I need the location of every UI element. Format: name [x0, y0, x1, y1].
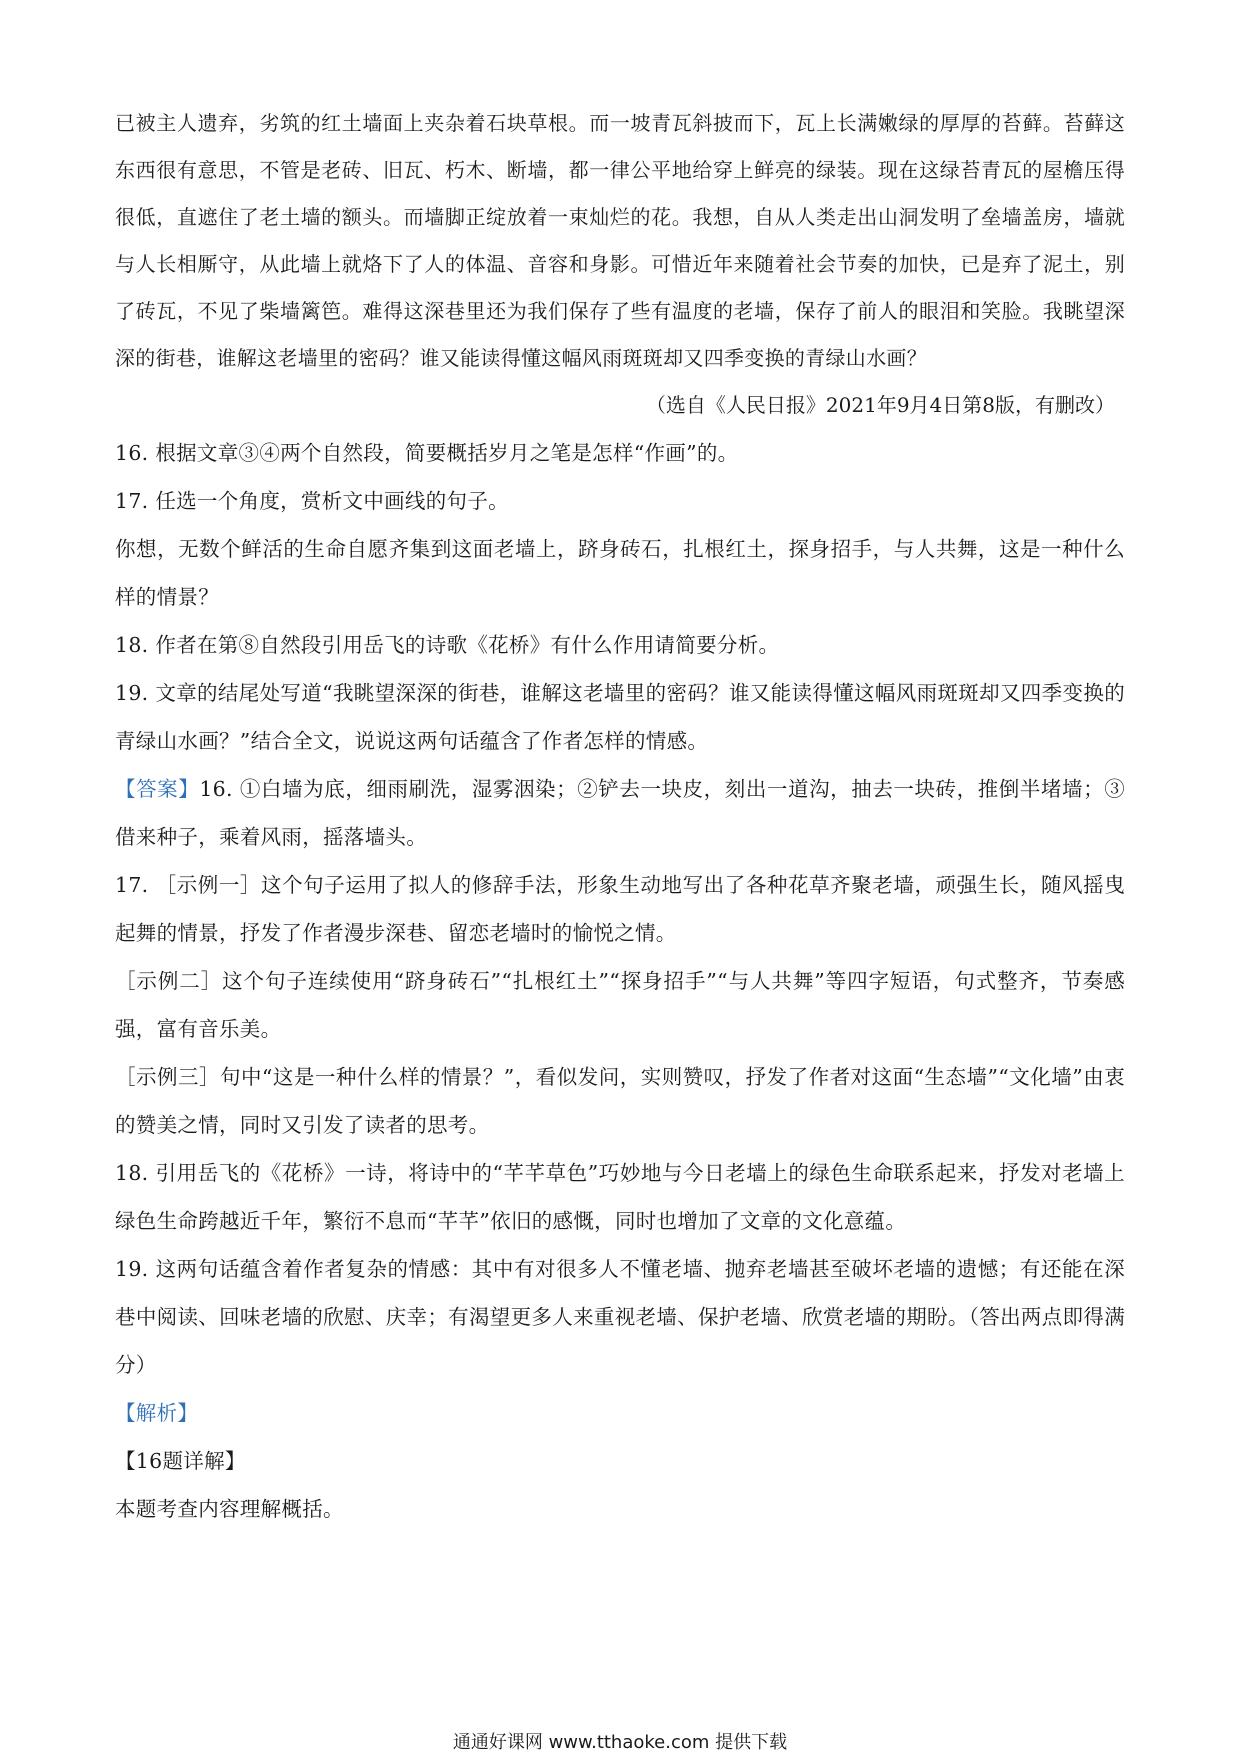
answer-16-text: 16. ①白墙为底，细雨刷洗，湿雾洇染；②铲去一块皮，刻出一道沟，抽去一块砖，推倒半堵墙；③借来种子，乘着风雨，摇落墙头。	[115, 777, 1125, 849]
answer-17-example-1: 17. ［示例一］这个句子运用了拟人的修辞手法，形象生动地写出了各种花草齐聚老墙，顽强生长，随风摇曳起舞的情景，抒发了作者漫步深巷、留恋老墙时的愉悦之情。	[115, 873, 1125, 945]
answer-18: 18. 引用岳飞的《花桥》一诗，将诗中的“芊芊草色”巧妙地与今日老墙上的绿色生命联系起来，抒发对老墙上绿色生命跨越近千年，繁衍不息而“芊芊”依旧的感慨，同时也增加了文章的文化意蕴。	[115, 1161, 1125, 1233]
question-18: 18. 作者在第⑧自然段引用岳飞的诗歌《花桥》有什么作用请简要分析。	[115, 633, 780, 657]
answer-17-example-2: ［示例二］这个句子连续使用“跻身砖石”“扎根红土”“探身招手”“与人共舞”等四字短语，句式整齐，节奏感强，富有音乐美。	[115, 969, 1125, 1041]
passage-paragraph: 已被主人遗弃，劣筑的红土墙面上夹杂着石块草根。而一坡青瓦斜披而下，瓦上长满嫩绿的厚厚的苔藓。苔藓这东西很有意思，不管是老砖、旧瓦、朽木、断墙，都一律公平地给穿上鲜亮的绿装。现在这绿苔青瓦的屋檐压得很低，直遮住了老土墙的额头。而墙脚正绽放着一束灿烂的花。我想，自从人类走出山洞发明了垒墙盖房，墙就与人长相厮守，从此墙上就烙下了人的体温、音容和身影。可惜近年来随着社会节奏的加快，已是弃了泥土，别了砖瓦，不见了柴墙篱笆。难得这深巷里还为我们保存了些有温度的老墙，保存了前人的眼泪和笑脸。我眺望深深的街巷，谁解这老墙里的密码？谁又能读得懂这幅风雨斑斑却又四季变换的青绿山水画？	[115, 111, 1125, 370]
source-citation: （选自《人民日报》2021年9月4日第8版，有删改）	[645, 393, 1115, 417]
analysis-tag: 【解析】	[115, 1401, 199, 1425]
footer-credit: 通通好课网 www.tthaoke.com 提供下载	[452, 1732, 788, 1753]
document-content	[115, 100, 1125, 1533]
answer-17-example-3: ［示例三］句中“这是一种什么样的情景？”，看似发问，实则赞叹，抒发了作者对这面“生态墙”“文化墙”由衷的赞美之情，同时又引发了读者的思考。	[115, 1065, 1125, 1137]
answer-16	[115, 765, 1125, 861]
question-16: 16. 根据文章③④两个自然段，简要概括岁月之笔是怎样“作画”的。	[115, 441, 739, 465]
answer-19: 19. 这两句话蕴含着作者复杂的情感：其中有对很多人不懂老墙、抛弃老墙甚至破坏老墙的遗憾；有还能在深巷中阅读、回味老墙的欣慰、庆幸；有渴望更多人来重视老墙、保护老墙、欣赏老墙的期盼。（答出两点即得满分）	[115, 1257, 1125, 1377]
answer-tag: 【答案】	[115, 777, 200, 801]
analysis-16-title: 【16题详解】	[115, 1449, 246, 1473]
question-17: 17. 任选一个角度，赏析文中画线的句子。	[115, 489, 509, 513]
analysis-16-text: 本题考查内容理解概括。	[115, 1497, 344, 1521]
question-19: 19. 文章的结尾处写道“我眺望深深的街巷，谁解这老墙里的密码？谁又能读得懂这幅风雨斑斑却又四季变换的青绿山水画？”结合全文，说说这两句话蕴含了作者怎样的情感。	[115, 681, 1125, 753]
question-17-sentence: 你想，无数个鲜活的生命自愿齐集到这面老墙上，跻身砖石，扎根红土，探身招手，与人共舞，这是一种什么样的情景？	[115, 537, 1125, 609]
